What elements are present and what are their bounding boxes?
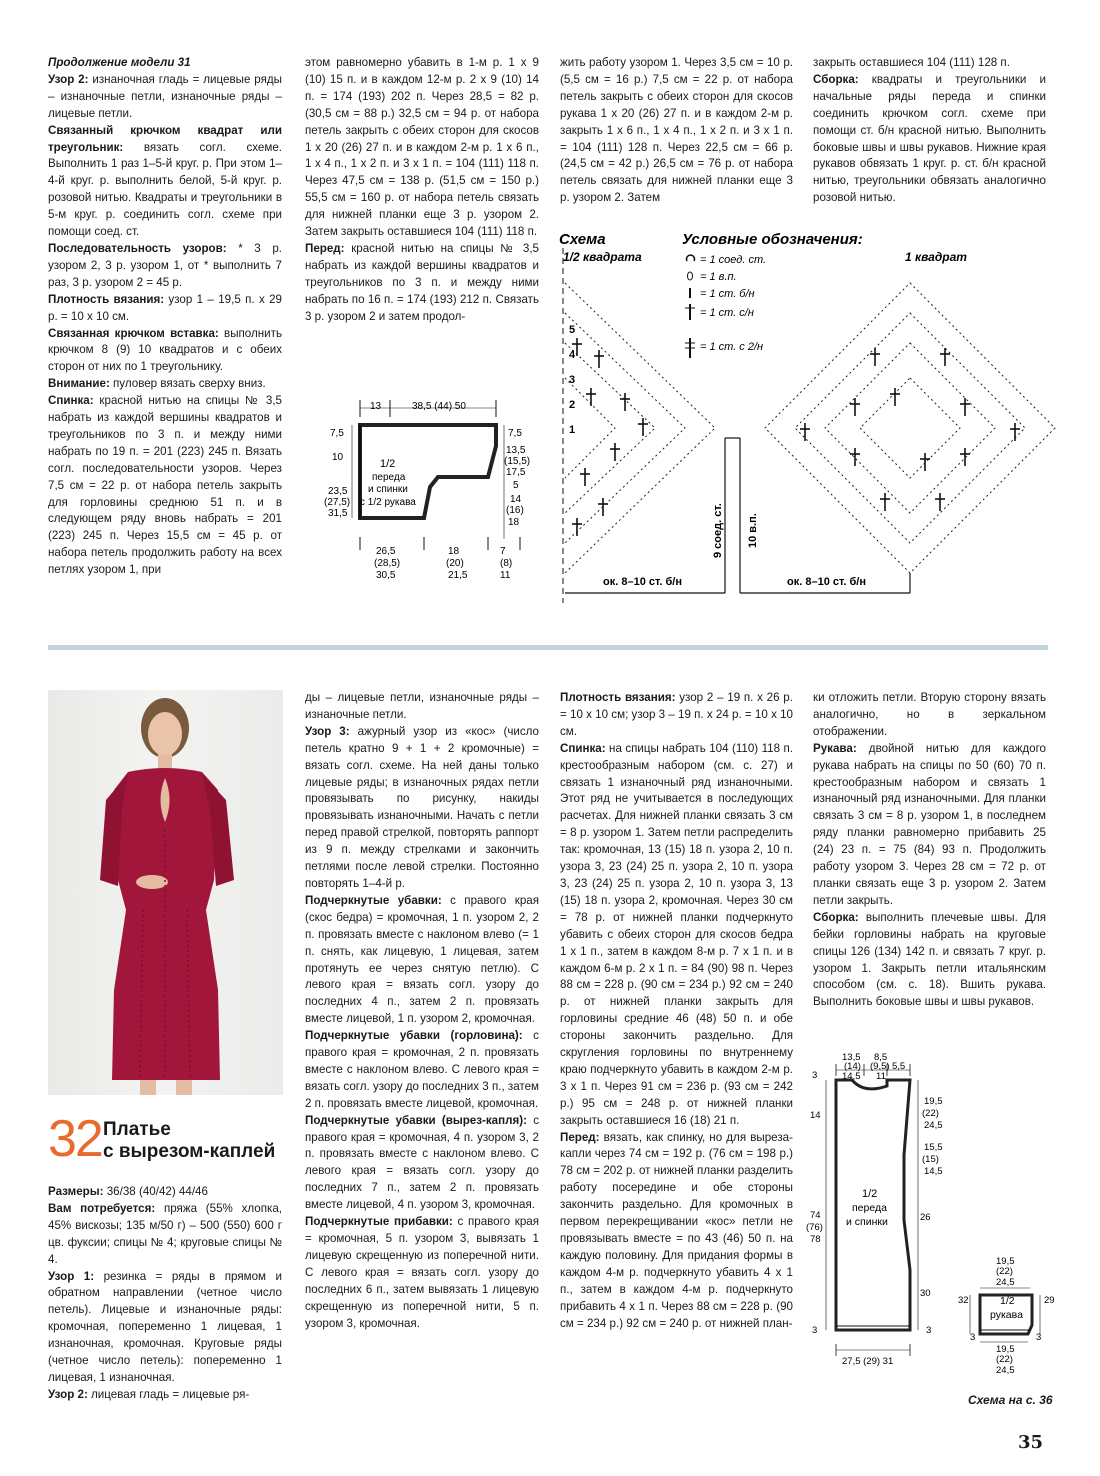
- paragraph-keyword: Подчеркнутые убавки (вырез-капля):: [305, 1113, 527, 1127]
- dim-label: (20): [446, 558, 464, 569]
- text-paragraph: [48, 1387, 282, 1404]
- dim-label: (22): [996, 1266, 1013, 1277]
- dim-label: 19,5: [924, 1096, 943, 1107]
- paragraph-text: с правого края = кромочная, 4 п. узором 3, 2 п. провязать вместе с наклоном влево. С левого края = вязать согл. узору до последних 7 п., затем 2 п. провязать вместе лицевой, 4 п. узором 3, кромочная.: [305, 1113, 539, 1212]
- paragraph-text: на спицы набрать 104 (110) 118 п. крестообразным набором (см. с. 27) и связать 1 изнаночный ряд изнаночными. Этот ряд не учитывается в последующих расчетах. Для нижней планки связать 3 см = 8 р. узором 1. Затем петли распределить так: кромочная, 13 (15) 18 п. узора 2, 10 п. узора 3, 23 (24) 25 п. узора 2, 10 п. узора 3, 23 (24) 25 п. узора 2, 10 п. узора 3, 13 (15) 18 п. узора 2, кромочная. Через 30 см = 78 р. от нижней планки подчеркнуто убавить с обеих сторон для скосов бедра 1 х 1 п., затем в каждом 8-м р. 7 х 1 п. и в каждом 6-м р. 2 х 1 п. = 84 (90) 98 п. Через 88 см = 228 р. (90 см = 234 р.) 92 см = 240 р. от нижней планки закрыть для горловины средние 46 (48) 50 п. и обе стороны закончить раздельно. Для скругления горловины по внутреннему краю подчеркнуто убавить в каждом 2-м р. 3 х 1 п. Через 91 см = 236 р. (93 см = 242 р.) 95 см = 248 р. от нижней планки закрыть оставшиеся 16 (18) 21 п.: [560, 741, 793, 1127]
- dim-label: 78: [810, 1234, 821, 1245]
- paragraph-keyword: Внимание:: [48, 377, 110, 391]
- text-paragraph: [305, 690, 539, 724]
- dim-label: 24,5: [924, 1120, 943, 1131]
- paragraph-text: ки отложить петли. Вторую сторону вязать аналогично, но в зеркальном отображении.: [813, 691, 1046, 738]
- dim-label: 13: [370, 401, 382, 412]
- text-paragraph: [48, 55, 282, 72]
- text-paragraph: [813, 72, 1046, 207]
- section-heading: Продолжение модели 31: [48, 56, 191, 69]
- text-paragraph: [560, 55, 793, 207]
- round-number: 2: [569, 399, 576, 411]
- model-photo: [48, 690, 283, 1095]
- text-paragraph: [48, 326, 282, 377]
- part-label: 1/2: [380, 458, 396, 470]
- chain-label: 10 в.п.: [747, 513, 759, 548]
- dim-label: 31,5: [328, 508, 348, 519]
- full-square-label: 1 квадрат: [905, 250, 967, 264]
- legend-item: = 1 в.п.: [700, 271, 737, 283]
- dim-label: 24,5: [996, 1277, 1015, 1288]
- bottom-col-1: [48, 1184, 282, 1404]
- dim-label: 17,5: [506, 467, 526, 478]
- dim-label: 19,5: [996, 1256, 1015, 1267]
- paragraph-keyword: Узор 3:: [305, 724, 350, 738]
- dim-label: 11: [876, 1071, 886, 1082]
- model-number: 32: [48, 1110, 102, 1168]
- dim-label: 13,5: [842, 1052, 861, 1063]
- paragraph-text: изнаночная гладь = лицевые ряды – изнаночные петли, изнаночные ряды – лицевые петли.: [48, 72, 282, 120]
- text-paragraph: [560, 690, 793, 741]
- paragraph-text: ажурный узор из «кос» (число петель кратно 9 + 1 + 2 кромочные) = вязать согл. схеме. На ней даны только лицевые ряды; в изнаночных рядах петли провязывать по рисунку, накиды провязывать изнаночными. Начать с петли перед правой стрелкой, повторять раппорт из 9 п. между стрелками и закончить петлями после левой стрелки. Постоянно повторять 1–4-й р.: [305, 724, 539, 890]
- section-separator: [48, 645, 1048, 650]
- dim-label: (15,5): [504, 456, 531, 467]
- dim-label: 18: [508, 517, 520, 528]
- dim-label: 14: [810, 1110, 821, 1121]
- text-paragraph: [560, 741, 793, 1130]
- dim-label: 3: [812, 1325, 818, 1336]
- top-col-3: [560, 55, 793, 207]
- paragraph-keyword: Подчеркнутые прибавки:: [305, 1215, 453, 1229]
- dim-label: 11: [500, 570, 511, 581]
- paragraph-keyword: Рукава:: [813, 741, 857, 755]
- dim-label: 19,5: [996, 1344, 1015, 1355]
- round-number: 1: [569, 424, 576, 436]
- chart-title: Схема: [559, 231, 606, 248]
- dim-label: 13,5: [506, 445, 526, 456]
- legend-item: = 1 ст. с/н: [700, 307, 754, 319]
- dim-label: 8,5: [874, 1052, 888, 1063]
- dim-label: 29: [1044, 1295, 1055, 1306]
- text-paragraph: [48, 1184, 282, 1201]
- paragraph-keyword: Сборка:: [813, 72, 859, 86]
- chain-label: 9 соед. ст.: [712, 503, 724, 558]
- paragraph-text: пуловер вязать сверху вниз.: [109, 377, 266, 391]
- paragraph-keyword: Спинка:: [48, 394, 94, 408]
- paragraph-text: с правого края (скос бедра) = кромочная, 1 п. узором 2, 2 п. провязать вместе с наклоном влево (= 1 п. снять, как лицевую, 1 лицевая, затем протянуть ее через снятую петлю). С левого края = вязать согл. узору до последних 4 п., затем 2 п. провязать вместе лицевой, 1 п. узором 2, кромочная.: [305, 893, 540, 1026]
- bottom-col-2: [305, 690, 539, 1332]
- paragraph-text: выполнить плечевые швы. Для бейки горловины набрать на круговые спицы 126 (134) 142 п. и связать 7 круг. р. узором 1. Закрыть петли итальянским способом (см. с. 18). Вшить рукава. Выполнить боковые швы и швы рукавов.: [813, 910, 1046, 1009]
- paragraph-text: узор 1 – 19,5 п. х 29 р. = 10 х 10 см.: [48, 292, 282, 323]
- part-label: с 1/2 рукава: [360, 497, 416, 508]
- paragraph-text: с правого края = кромочная, 2 п. провязать вместе с наклоном влево. С левого края = вязать согл. узору до последних 3 п., затем 2 п. провязать вместе лицевой, кромочная.: [305, 1029, 540, 1110]
- text-paragraph: [48, 123, 282, 241]
- paragraph-keyword: Перед:: [560, 1130, 600, 1144]
- paragraph-text: красной нитью на спицы № 3,5 набрать из каждой вершины квадратов и треугольников по 3 п. и между ними набрать по 16 п. = 174 (193) 212 п. Связать 3 р. узором 2 и затем продол-: [305, 241, 539, 323]
- text-paragraph: [305, 1028, 539, 1113]
- dim-label: (76): [806, 1222, 823, 1233]
- paragraph-keyword: Узор 2:: [48, 1387, 88, 1401]
- dim-label: 3: [812, 1070, 818, 1081]
- paragraph-text: красной нитью на спицы № 3,5 набрать из каждой вершины квадратов и треугольников по 3 п. и между ними набрать по 19 п. = 201 (223) 245 п. Вязать согл. последовательности узоров. Через 7,5 см = 22 р. от набора петель закрыть для горловины среднюю 51 п. и в следующем ряду вновь набрать = 201 (223) 245 п. Через 15,5 см = 45 р. от набора петель продолжить работу на всех петлях узором 1, при: [48, 394, 282, 577]
- dim-label: 32: [958, 1295, 969, 1306]
- dim-label: (9,5): [870, 1061, 890, 1072]
- paragraph-text: жить работу узором 1. Через 3,5 см = 10 р. (5,5 см = 16 р.) 7,5 см = 22 р. от набора петель закрыть с обеих сторон для скосов рукава 1 х 20 (26) 27 п. и в каждом 2-м р. закрыть 1 х 6 п., 1 х 4 п., 1 х 2 п. и 3 х 1 п. = 104 (111) 128 п. Через 22,5 см = 66 р. (24,5 см = 42 р.) 26,5 см = 76 р. от набора петель связать для нижней планки еще 3 р. узором 2. Затем: [560, 56, 793, 205]
- paragraph-keyword: Перед:: [305, 241, 345, 255]
- part-label: переда: [852, 1202, 887, 1214]
- round-number: 3: [569, 374, 576, 386]
- paragraph-keyword: Размеры:: [48, 1185, 104, 1198]
- text-paragraph: [813, 690, 1046, 741]
- dim-label: 26,5: [376, 546, 396, 557]
- paragraph-text: ды – лицевые петли, изнаночные ряды – изнаночные петли.: [305, 691, 539, 721]
- dim-label: 10: [332, 452, 344, 463]
- dim-label: 26: [920, 1212, 931, 1223]
- text-paragraph: [560, 1130, 793, 1333]
- paragraph-keyword: Подчеркнутые убавки:: [305, 893, 442, 907]
- paragraph-keyword: Подчеркнутые убавки (горловина):: [305, 1029, 523, 1043]
- dim-label: 18: [448, 546, 460, 557]
- text-paragraph: [48, 72, 282, 123]
- dim-label: (8): [500, 558, 513, 569]
- dim-label: 30: [920, 1288, 931, 1299]
- paragraph-keyword: Последовательность узоров:: [48, 241, 227, 255]
- dim-label: 38,5 (44) 50: [412, 401, 466, 412]
- dim-label: 30,5: [376, 570, 396, 581]
- part-label: и спинки: [846, 1216, 888, 1228]
- paragraph-keyword: Связанный крючком квадрат или треугольник:: [48, 123, 282, 154]
- legend-item: = 1 ст. б/н: [700, 288, 755, 300]
- text-paragraph: [48, 292, 282, 326]
- part-label: рукава: [990, 1309, 1023, 1321]
- paragraph-text: закрыть оставшиеся 104 (111) 128 п.: [813, 56, 1010, 69]
- paragraph-text: с правого края = кромочная, 5 п. узором 3, вывязать 1 лицевую скрещенную из поперечной нити. С левого края = вязать согл. узору до последних 6 п., затем вывязать 1 лицевую скрещенную из поперечной нити, 5 п. узором 3, кромочная.: [305, 1215, 540, 1330]
- model-title-line: с вырезом-каплей: [103, 1141, 276, 1162]
- part-label: и спинки: [368, 484, 408, 495]
- paragraph-text: узор 2 – 19 п. х 26 р. = 10 х 10 см; узор 3 – 19 п. х 24 р. = 10 х 10 см.: [560, 691, 793, 738]
- paragraph-keyword: Плотность вязания:: [560, 691, 676, 704]
- text-paragraph: [48, 1201, 282, 1269]
- dress-schematic: [800, 1050, 1060, 1380]
- dim-label: 7,5: [508, 428, 522, 439]
- text-paragraph: [48, 241, 282, 292]
- text-paragraph: [305, 1113, 539, 1214]
- round-number: 4: [569, 349, 576, 361]
- paragraph-text: этом равномерно убавить в 1-м р. 1 х 9 (10) 15 п. и в каждом 12-м р. 2 х 9 (10) 14 п. = 174 (193) 202 п. Через 28,5 = 82 р. (30,5 см = 88 р.) 32,5 см = 94 р. от набора петель закрыть с обеих сторон для скосов 1 х 20 (26) 27 п. и в каждом 2-м р. 1 х 6 п., 1 х 4 п., 1 х 2 п. и 3 х 1 п. = 104 (111) 118 п. Через 47,5 см = 138 р. (51,5 см = 150 р.) 55,5 см = 160 р. от набора петель связать для нижней планки еще 3 р. узором 2. Затем закрыть оставшиеся 104 (111) 118 п.: [305, 56, 539, 239]
- dim-label: 5,5: [892, 1061, 906, 1072]
- paragraph-text: пряжа (55% хлопка, 45% вискозы; 135 м/50 г) – 500 (550) 600 г цв. фуксии; спицы № 4; круговые спицы № 4.: [48, 1201, 282, 1266]
- bottom-col-4: [813, 690, 1046, 1011]
- dim-label: 14,5: [924, 1166, 943, 1177]
- paragraph-keyword: Спинка:: [560, 741, 606, 755]
- text-paragraph: [305, 55, 539, 241]
- pullover-schematic: [320, 392, 535, 592]
- text-paragraph: [48, 376, 282, 393]
- dim-label: (22): [922, 1108, 939, 1119]
- dim-label: 23,5: [328, 486, 348, 497]
- legend-item: = 1 ст. с 2/н: [700, 341, 764, 353]
- dim-label: 7,5: [330, 428, 344, 439]
- dim-label: (22): [996, 1354, 1013, 1365]
- dim-label: 7: [500, 546, 506, 557]
- text-paragraph: [813, 910, 1046, 1011]
- dim-label: 14: [510, 494, 522, 505]
- legend-title: Условные обозначения:: [682, 231, 863, 248]
- model-title: [103, 1119, 275, 1163]
- paragraph-text: квадраты и треугольники и начальные ряды переда и спинки соединить крючком согл. схеме при помощи ст. б/н красной нитью. Выполнить боковые швы и швы рукавов. Нижние края рукавов обвязать 1 круг. р. ст. б/н красной нитью, треугольники обвязать аналогично розовой нитью.: [813, 72, 1046, 205]
- dim-label: 24,5: [996, 1365, 1015, 1376]
- dim-label: 74: [810, 1210, 821, 1221]
- paragraph-text: 36/38 (40/42) 44/46: [103, 1185, 208, 1198]
- part-label: переда: [372, 472, 406, 483]
- top-col-2: [305, 55, 539, 326]
- paragraph-keyword: Узор 1:: [48, 1269, 95, 1283]
- part-label: 1/2: [862, 1188, 878, 1200]
- text-paragraph: [48, 1269, 282, 1387]
- half-square-label: 1/2 квадрата: [563, 250, 642, 264]
- text-paragraph: [305, 893, 539, 1028]
- text-paragraph: [813, 55, 1046, 72]
- dim-label: 3: [926, 1325, 932, 1336]
- paragraph-keyword: Связанная крючком вставка:: [48, 326, 219, 340]
- paragraph-keyword: Плотность вязания:: [48, 292, 165, 306]
- text-paragraph: [305, 724, 539, 893]
- approx-label: ок. 8–10 ст. б/н: [787, 576, 867, 588]
- paragraph-text: выполнить крючком 8 (9) 10 квадратов и с обеих сторон от них по 1 треугольнику.: [48, 326, 282, 374]
- paragraph-keyword: Вам потребуется:: [48, 1201, 156, 1215]
- text-paragraph: [813, 741, 1046, 910]
- scheme-reference: Схема на с. 36: [968, 1393, 1053, 1407]
- text-paragraph: [48, 393, 282, 579]
- model-title-line: Платье: [103, 1119, 171, 1140]
- text-paragraph: [305, 1214, 539, 1332]
- paragraph-text: вязать, как спинку, но для выреза-капли через 74 см = 192 р. (76 см = 198 р.) 78 см = 202 р. от нижней планки разделить работу посередине и обе стороны закончить раздельно. Для кромочных в первом перекрещивании «кос» петли не провязывать вместе = по 43 (46) 50 п. на каждую половину. Для придания формы в каждом 4-м р. подчеркнуто убавить 4 х 1 п., затем в каждом 4-м р. подчеркнуто прибавить 4 х 1 п. Через 88 см = 228 р. (90 см = 234 р.) 92 см = 240 р. от нижней план-: [560, 1130, 793, 1330]
- round-number: 5: [569, 324, 576, 336]
- part-label: 1/2: [1000, 1295, 1015, 1307]
- paragraph-keyword: Узор 2:: [48, 72, 89, 86]
- top-col-1: [48, 55, 282, 579]
- page-number: 35: [1018, 1432, 1044, 1453]
- dim-label: (16): [506, 505, 524, 516]
- dim-label: 3: [1036, 1332, 1042, 1343]
- dim-label: 15,5: [924, 1142, 943, 1153]
- paragraph-text: * 3 р. узором 2, 3 р. узором 1, от * выполнить 7 раз, 3 р. узором 2 = 45 р.: [48, 241, 282, 289]
- bottom-col-3: [560, 690, 793, 1332]
- legend-item: = 1 соед. ст.: [700, 254, 767, 266]
- dim-label: 27,5 (29) 31: [842, 1356, 894, 1367]
- dim-label: (28,5): [374, 558, 401, 569]
- dim-label: 21,5: [448, 570, 468, 581]
- top-col-4: [813, 55, 1046, 207]
- text-paragraph: [305, 241, 539, 326]
- dim-label: 5: [513, 480, 519, 491]
- dim-label: (14): [844, 1061, 861, 1072]
- crochet-chart: [555, 228, 1075, 608]
- dim-label: (27,5): [324, 497, 351, 508]
- paragraph-text: вязать согл. схеме. Выполнить 1 раз 1–5-й круг. р. При этом 1–4-й круг. р. выполнить белой, 5-й круг. р. розовой нитью. Квадраты и треугольники в 5-м круг. р. соединить согл. схеме при помощи соед. ст.: [48, 140, 282, 239]
- paragraph-text: лицевая гладь = лицевые ря-: [87, 1387, 250, 1401]
- dim-label: (15): [922, 1154, 939, 1165]
- approx-label: ок. 8–10 ст. б/н: [603, 576, 683, 588]
- dim-label: 3: [970, 1332, 976, 1343]
- paragraph-keyword: Сборка:: [813, 910, 859, 924]
- paragraph-text: резинка = ряды в прямом и обратном направлении (четное число петель). Лицевые и изнаночные ряды: кромочная, попеременно 1 лицевая, 1 изнаночная, кромочная. Круговые ряды (четное число петель): попеременно 1 лицевая, 1 изнаночная.: [48, 1269, 282, 1384]
- paragraph-text: двойной нитью для каждого рукава набрать на спицы по 50 (60) 70 п. крестообразным набором и связать 1 изнаночный ряд изнаночными. Для планки связать 3 см = 8 р. узором 1, в последнем ряду планки равномерно прибавить 25 (24) 23 п. = 75 (84) 93 п. Продолжить работу узором 3. Через 28 см = 72 р. от планки связать еще 3 р. узором 2. Затем петли закрыть.: [813, 741, 1046, 907]
- dim-label: 14,5: [842, 1071, 861, 1082]
